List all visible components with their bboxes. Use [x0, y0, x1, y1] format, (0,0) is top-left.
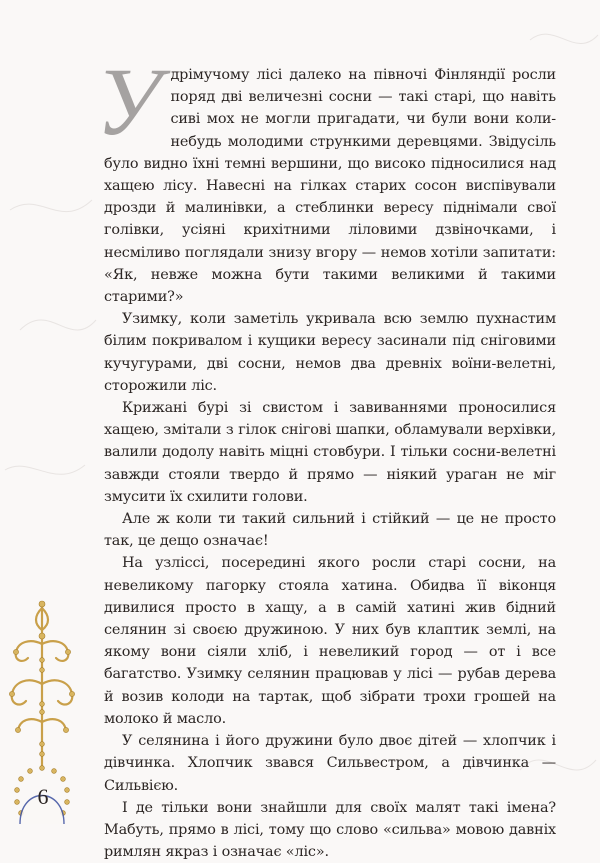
- paragraph-1: Удрімучому лісі далеко на півночі Фінляндії росли поряд дві величезні сосни — такі старі, що навіть сиві мох не могли пригадати, чи були вони коли-небудь молодими стрункими деревцями. Звідусіль було видно їхні темні вершини, що високо підносилися над хащею лісу. Навесні на гілках старих сосон виспівували дрозди й малинівки, а стеблинки вересу піднімали свої голівки, усіяні крихітними ліловими дзвіночками, і несміливо поглядали знизу вгору — немов хотіли запитати: «Як, невже можна бути такими великими й такими старими?»: [96, 48, 556, 306]
- page-number: 6: [37, 784, 49, 809]
- paragraph-6: У селянина і його дружини було двоє дітей — хлопчик і дівчинка. Хлопчик звався Сильвестром, а дівчинка — Сильвією.: [104, 733, 556, 794]
- paragraph-5: На узліссі, посередині якого росли старі сосни, на невеликому пагорку стояла хатина. Обидва її віконця дивилися просто в хащу, а в самій хатині жив бідний селянин зі своєю дружиною. У них був клаптик землі, на якому вони сіяли хліб, і невеликий город — от і все багатство. Узимку селянин працював у лісі — рубав дерева й возив колоди на тартак, щоб зібрати трохи грошей на молоко й масло.: [104, 555, 556, 727]
- drop-cap: У: [96, 48, 161, 155]
- story-text: [96, 48, 556, 863]
- paragraph-7: І де тільки вони знайшли для своїх малят такі імена? Мабуть, прямо в лісі, тому що слово «сильва» мовою давніх римлян якраз і означає «ліс».: [104, 799, 556, 861]
- paragraph-4: Але ж коли ти такий сильний і стійкий — це не просто так, це дещо означає!: [104, 511, 556, 550]
- paragraph-3: Крижані бурі зі свистом і завиваннями проносилися хащею, змітали з гілок снігові шапки, обламували верхівки, валили додолу навіть міцні стовбури. І тільки сосни-велетні завжди стояли твердо й прямо — ніякий ураган не міг змусити їх схилити голови.: [104, 400, 556, 505]
- paragraph-2: Узимку, коли заметіль укривала всю землю пухнастим білим покривалом і кущики вересу засинали під сніговими кучугурами, дві сосни, немов два древніх воїни-велетні, сторожили ліс.: [104, 311, 556, 394]
